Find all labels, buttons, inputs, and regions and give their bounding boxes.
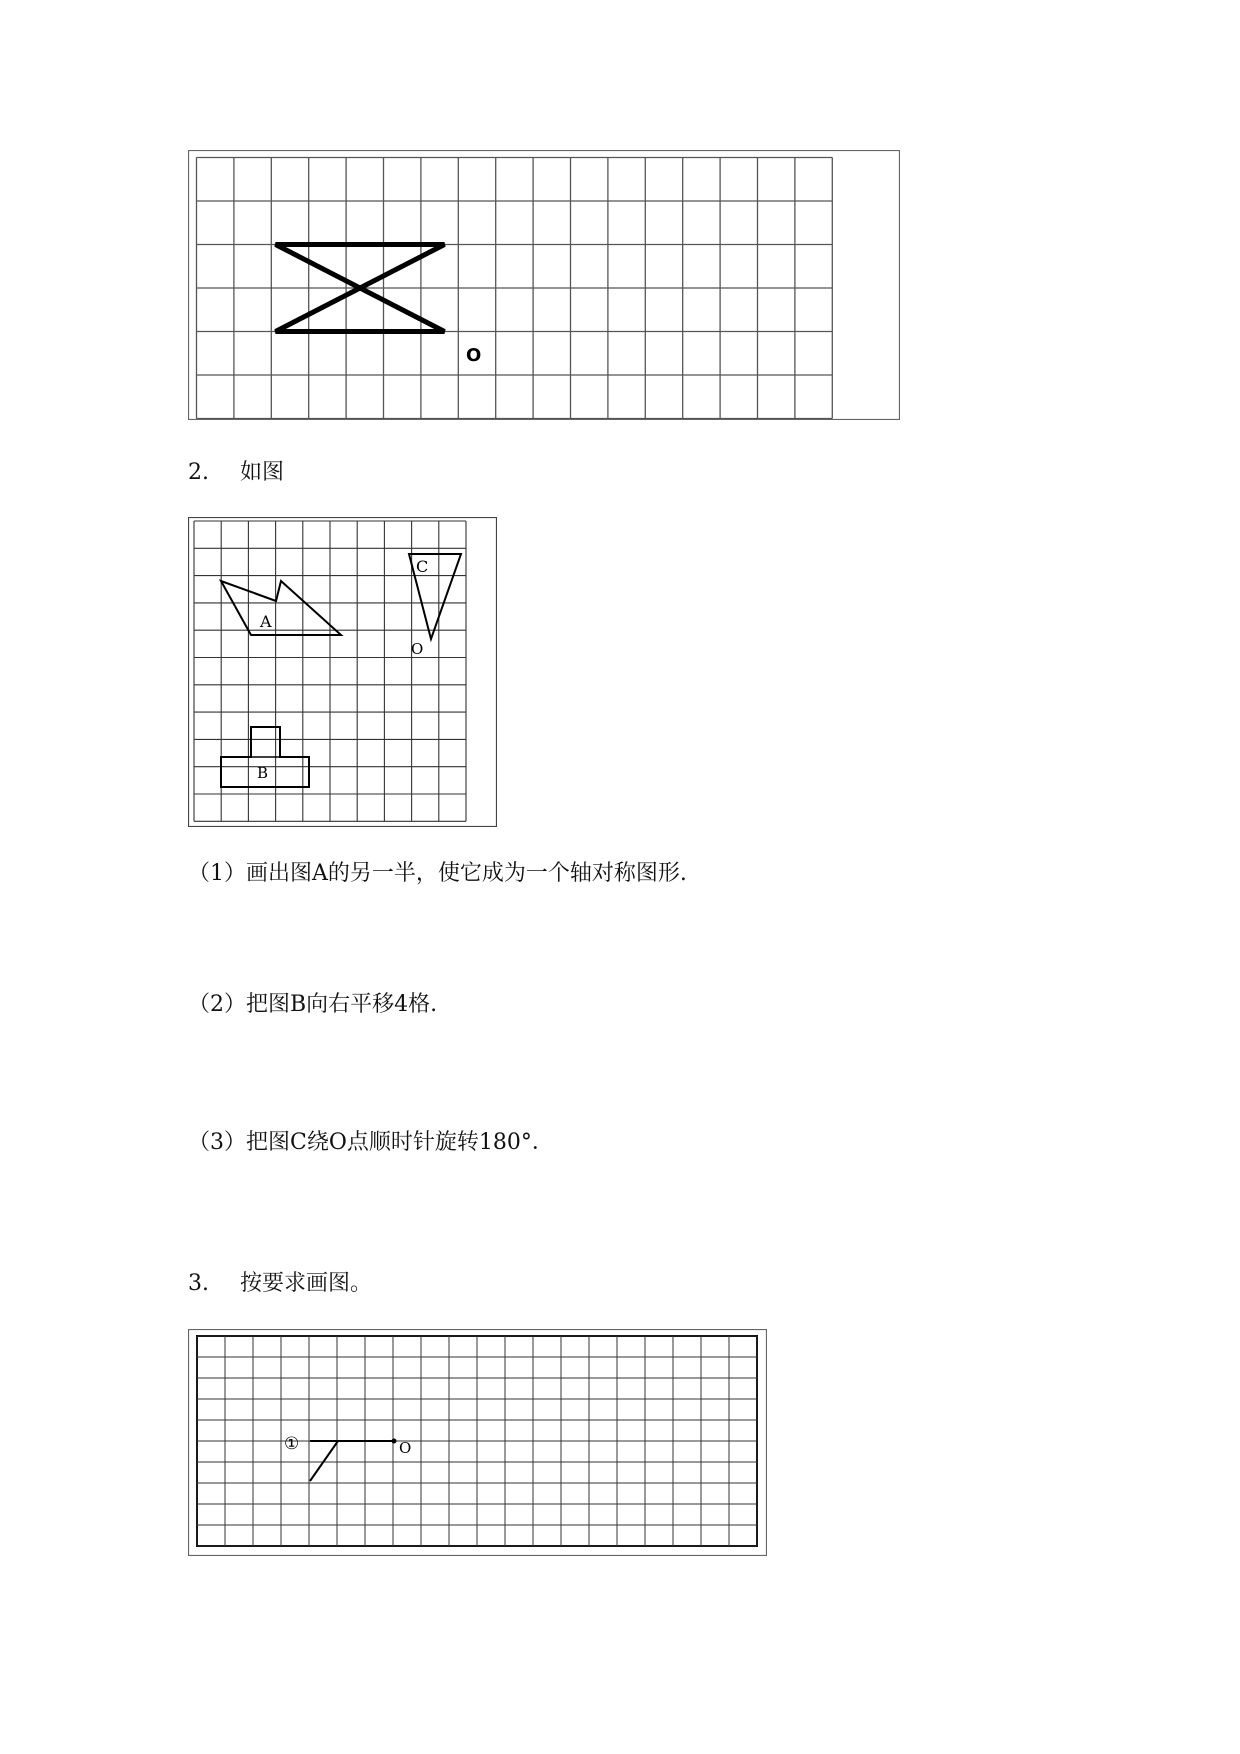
figure-1-grid: [188, 150, 900, 420]
shape-c-label: C: [416, 557, 429, 576]
question-2-part-2: （2）把图B向右平移4格.: [188, 992, 438, 1017]
question-number: 3.: [188, 1271, 209, 1296]
question-title: 如图: [240, 460, 285, 485]
point-o-label: O: [466, 345, 482, 366]
question-number: 2.: [188, 460, 209, 485]
figure-3-svg: [188, 1329, 767, 1556]
question-2-part-1: （1）画出图A的另一半，使它成为一个轴对称图形.: [188, 861, 687, 886]
question-2-part-3: （3）把图C绕O点顺时针旋转180°．: [188, 1130, 554, 1155]
question-2-heading: [188, 455, 284, 486]
figure-3-grid: [188, 1329, 767, 1556]
question-title: 按要求画图。: [240, 1271, 373, 1296]
shape-1-label: ①: [284, 1434, 300, 1454]
point-o-label: O: [411, 640, 424, 658]
shape-b-label: B: [257, 764, 269, 782]
shape-a-label: A: [260, 612, 272, 631]
point-o-dot: [392, 1439, 397, 1444]
figure-2-svg: [188, 517, 497, 827]
question-3-heading: [188, 1266, 372, 1297]
point-o-label: O: [399, 1439, 412, 1457]
figure-2-grid: [188, 517, 497, 827]
figure-1-svg: [188, 150, 900, 420]
